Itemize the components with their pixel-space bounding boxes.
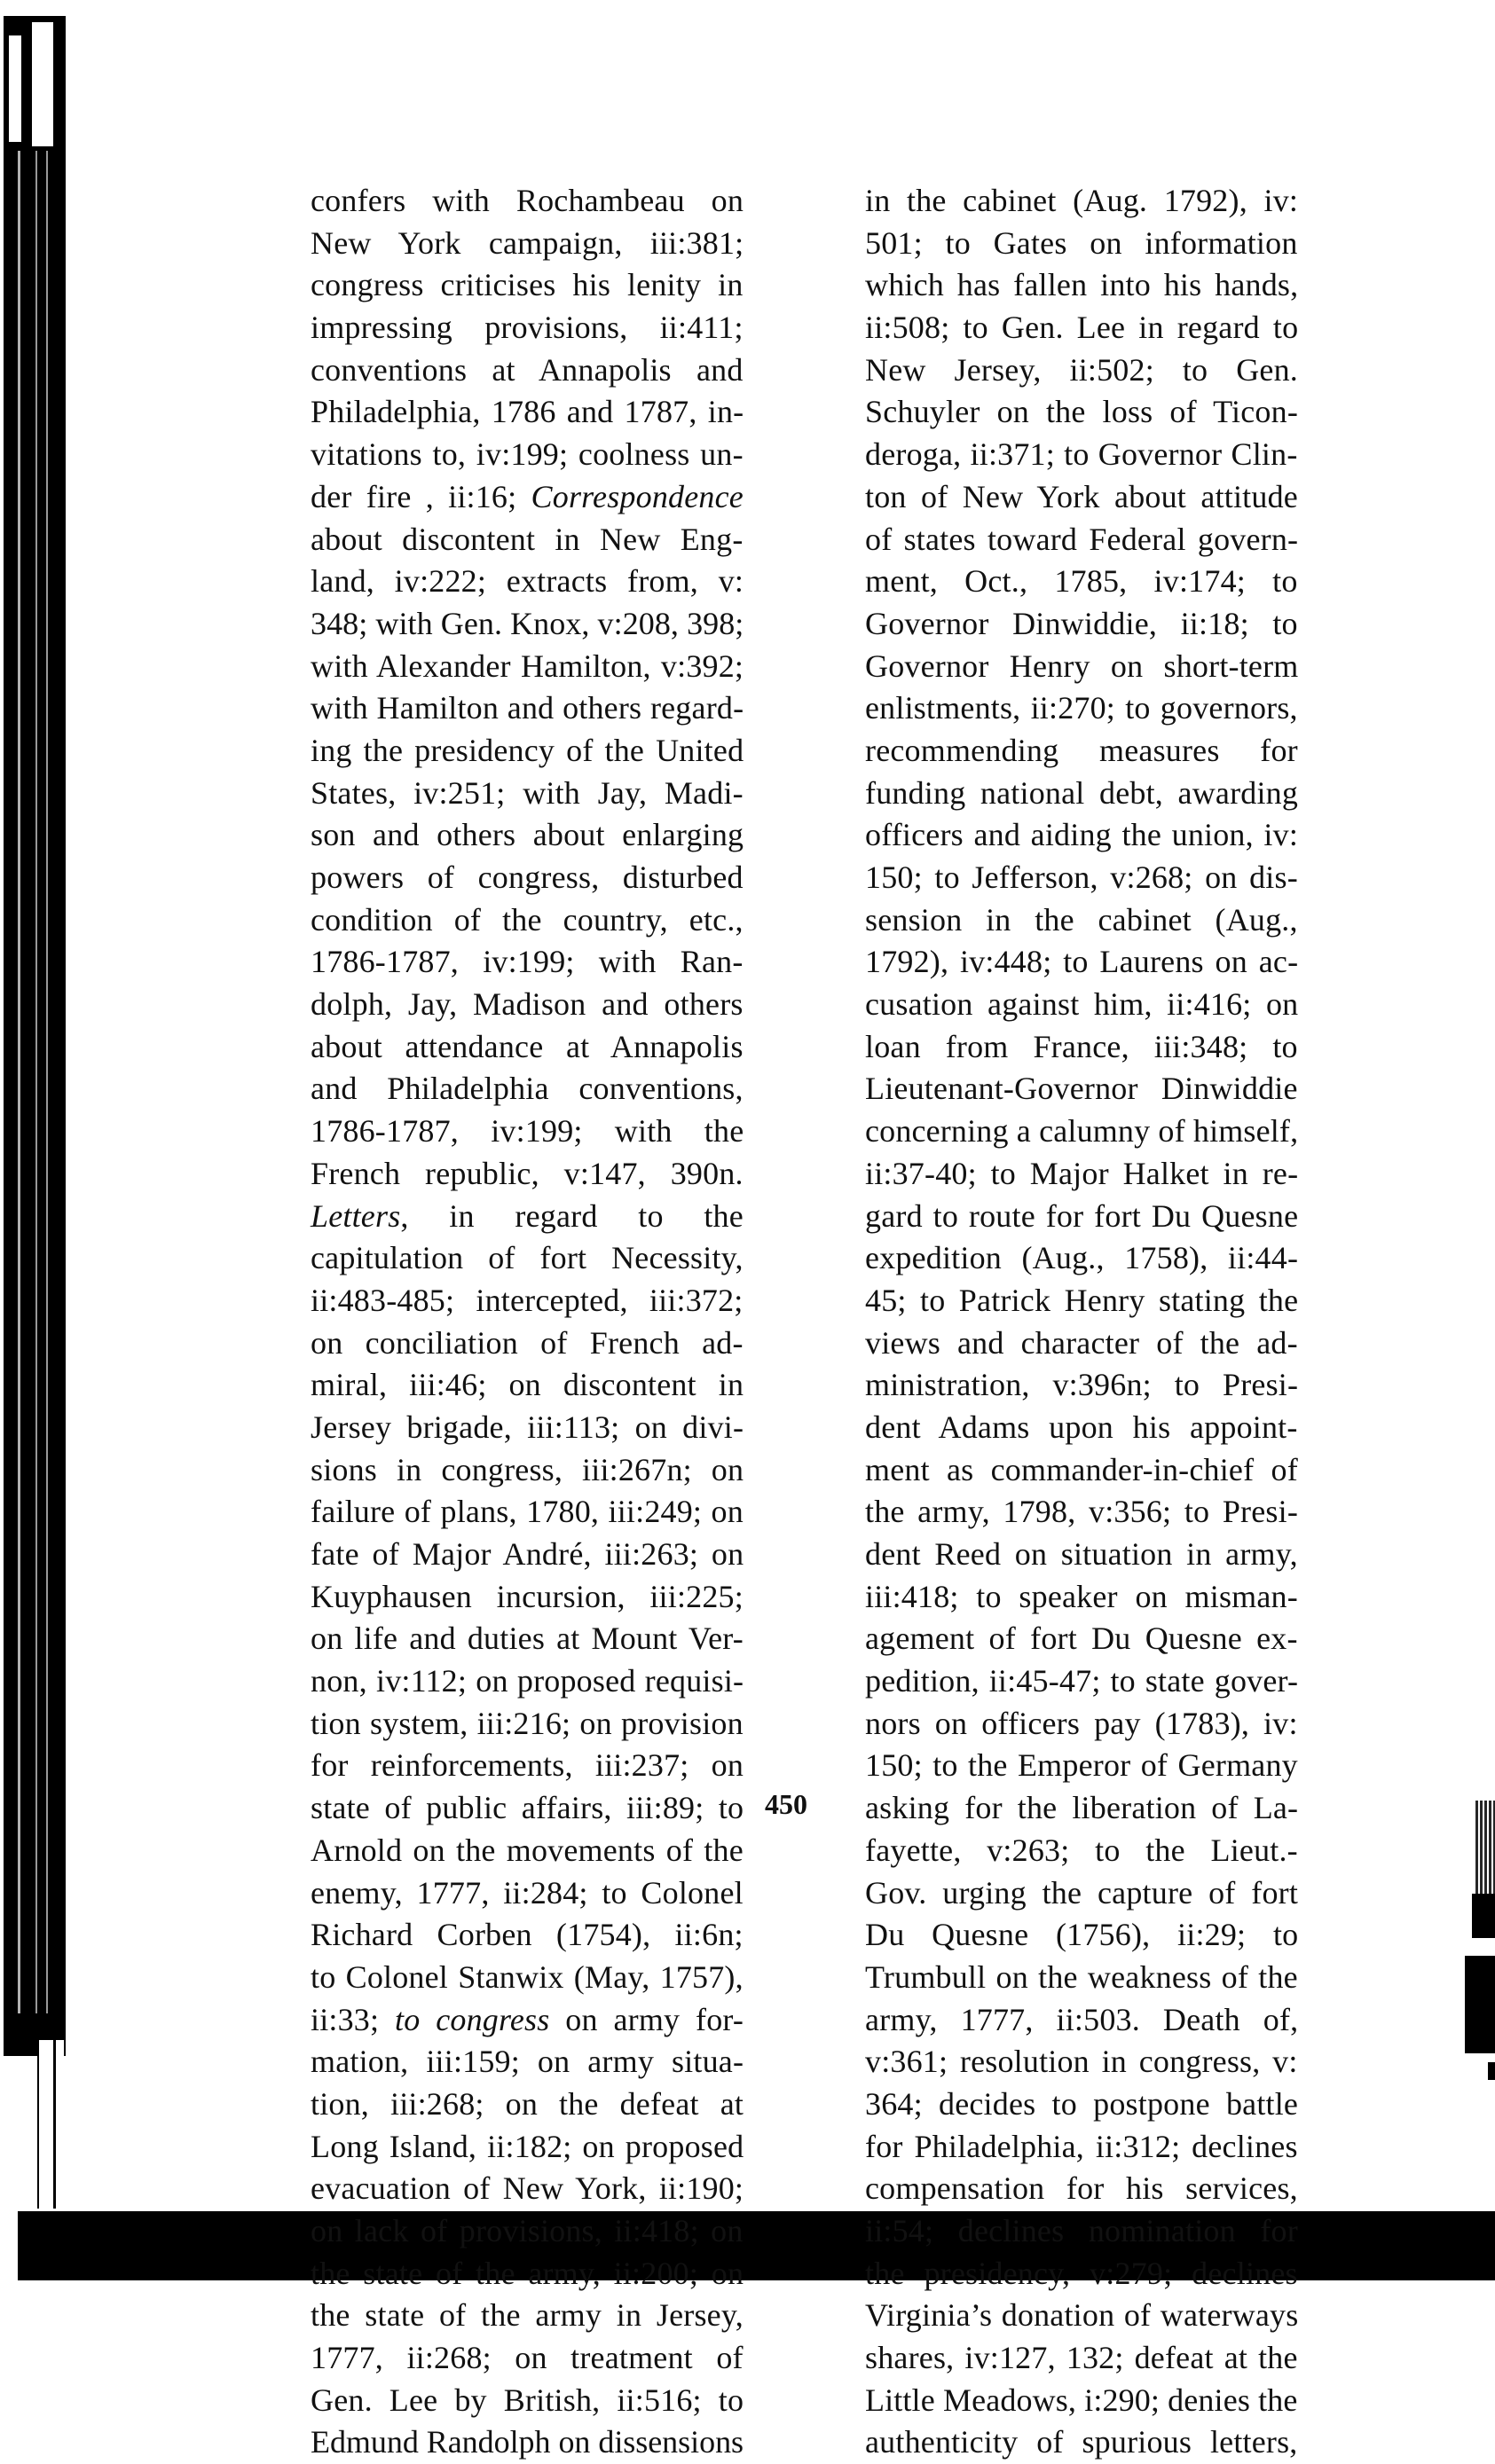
index-line: pedition, ii:45-47; to state gover- — [865, 1663, 1299, 1699]
scan-edge-mark — [1465, 1956, 1495, 2053]
italic-heading: to congress — [395, 2001, 550, 2037]
index-line: fayette, v:263; to the Lieut.- — [865, 1832, 1298, 1868]
index-line: ton of New York about attitude — [865, 478, 1298, 514]
index-line: shares, iv:127, 132; defeat at the — [865, 2340, 1298, 2376]
index-line: fate of Major André, iii:263; on — [311, 1536, 744, 1572]
index-line: ing the presidency of the United — [311, 732, 744, 768]
index-line: the state of the army, ii:200; on — [311, 2255, 744, 2291]
index-line: New York campaign, iii:381; — [311, 224, 744, 261]
index-line: 501; to Gates on information — [865, 224, 1298, 261]
index-column-left — [311, 180, 744, 2464]
page-number: 450 — [765, 1788, 807, 1820]
index-line: army, 1777, ii:503. Death of, — [865, 2001, 1299, 2037]
index-line: ii:483-485; intercepted, iii:372; — [311, 1282, 744, 1318]
italic-heading: Letters — [311, 1197, 401, 1234]
index-line — [311, 476, 744, 519]
index-line: v:361; resolution in congress, v: — [865, 2044, 1298, 2080]
index-line: sions in congress, iii:267n; on — [311, 1451, 744, 1487]
index-line: views and character of the ad- — [865, 1324, 1298, 1361]
line-text: , in regard to the — [400, 1197, 744, 1234]
index-line: ministration, v:396n; to Presi- — [865, 1367, 1299, 1403]
index-line: ii:37-40; to Major Halket in re- — [865, 1155, 1299, 1191]
index-line: 1786-1787, iv:199; with Ran- — [311, 944, 744, 980]
index-line — [311, 1196, 744, 1238]
index-line: 364; decides to postpone battle — [865, 2085, 1299, 2122]
index-line: with Hamilton and others regard- — [311, 690, 744, 726]
line-text: on army for- — [549, 2001, 744, 2037]
index-line: ii:508; to Gen. Lee in regard to — [865, 310, 1299, 346]
index-line: and Philadelphia conventions, — [311, 1071, 744, 1107]
index-line: to Colonel Stanwix (May, 1757), — [311, 1958, 744, 1995]
index-line: vitations to, iv:199; coolness un- — [311, 436, 744, 473]
index-line: Edmund Randolph on dissensions — [311, 2424, 744, 2460]
italic-heading: Correspondence — [531, 478, 744, 514]
index-line: evacuation of New York, ii:190; — [311, 2170, 744, 2207]
index-line: Richard Corben (1754), ii:6n; — [311, 1917, 744, 1953]
index-line: on conciliation of French ad- — [311, 1324, 744, 1361]
index-line: Little Meadows, i:290; denies the — [865, 2382, 1298, 2418]
index-line: Governor Henry on short-term — [865, 647, 1299, 684]
index-line: Du Quesne (1756), ii:29; to — [865, 1917, 1299, 1953]
index-line: iii:418; to speaker on misman- — [865, 1578, 1298, 1614]
index-line: congress criticises his lenity in — [311, 267, 744, 303]
index-line: cusation against him, ii:416; on — [865, 986, 1299, 1023]
index-line: Lieutenant-Governor Dinwiddie — [865, 1071, 1298, 1107]
index-line: the presidency, v:279; declines — [865, 2255, 1298, 2291]
index-line: officers and aiding the union, iv: — [865, 817, 1299, 853]
index-line: about discontent in New Eng- — [311, 521, 744, 557]
index-line: about attendance at Annapolis — [311, 1028, 744, 1064]
index-line: Governor Dinwiddie, ii:18; to — [865, 605, 1298, 641]
index-line: Kuyphausen incursion, iii:225; — [311, 1578, 744, 1614]
index-line: miral, iii:46; on discontent in — [311, 1367, 744, 1403]
book-binding-shadow — [0, 0, 67, 2280]
index-line: French republic, v:147, 390n. — [311, 1155, 744, 1191]
index-line: failure of plans, 1780, iii:249; on — [311, 1494, 744, 1530]
index-line: ii:54; declines nomination for — [865, 2213, 1298, 2248]
index-line: nors on officers pay (1783), iv: — [865, 1705, 1298, 1741]
index-line: ment, Oct., 1785, iv:174; to — [865, 563, 1298, 600]
index-line: compensation for his services, — [865, 2170, 1298, 2207]
index-line: Arnold on the movements of the — [311, 1832, 744, 1868]
index-line: States, iv:251; with Jay, Madi- — [311, 774, 744, 811]
index-column-right — [865, 180, 1298, 2464]
index-line — [311, 1999, 744, 2042]
index-line: son and others about enlarging — [311, 817, 744, 853]
index-line: Gen. Lee by British, ii:516; to — [311, 2382, 744, 2418]
index-line: state of public affairs, iii:89; to — [311, 1790, 744, 1826]
index-line: ment as commander-in-chief of — [865, 1451, 1298, 1487]
line-text: der fire , ii:16; — [311, 478, 531, 514]
index-line: impressing provisions, ii:411; — [311, 310, 744, 346]
index-line: funding national debt, awarding — [865, 774, 1299, 811]
index-line: non, iv:112; on proposed requisi- — [311, 1663, 744, 1699]
index-line: dolph, Jay, Madison and others — [311, 986, 744, 1023]
index-line: Long Island, ii:182; on proposed — [311, 2128, 744, 2164]
index-line: New Jersey, ii:502; to Gen. — [865, 351, 1298, 388]
index-line: 1777, ii:268; on treatment of — [311, 2340, 744, 2376]
index-line: Gov. urging the capture of fort — [865, 1874, 1299, 1911]
index-line: 348; with Gen. Knox, v:208, 398; — [311, 605, 744, 641]
index-line: in the cabinet (Aug. 1792), iv: — [865, 183, 1299, 218]
index-line: 45; to Patrick Henry stating the — [865, 1282, 1299, 1318]
index-line: expedition (Aug., 1758), ii:44- — [865, 1240, 1299, 1276]
index-line: on lack of provisions, ii:418; on — [311, 2213, 744, 2248]
index-line: tion, iii:268; on the defeat at — [311, 2085, 744, 2122]
index-line: recommending measures for — [865, 732, 1298, 768]
index-line: agement of fort Du Quesne ex- — [865, 1620, 1298, 1657]
index-line: with Alexander Hamilton, v:392; — [311, 647, 744, 684]
index-line: tion system, iii:216; on provision — [311, 1705, 744, 1741]
index-line: for reinforcements, iii:237; on — [311, 1747, 744, 1784]
index-line: Philadelphia, 1786 and 1787, in- — [311, 394, 744, 430]
scan-edge-mark — [1475, 1801, 1495, 1898]
index-line: 150; to the Emperor of Germany — [865, 1747, 1298, 1784]
index-line: enlistments, ii:270; to governors, — [865, 690, 1298, 726]
index-line: conventions at Annapolis and — [311, 351, 744, 388]
index-line: concerning a calumny of himself, — [865, 1113, 1299, 1150]
index-line: loan from France, iii:348; to — [865, 1028, 1298, 1064]
index-line: Virginia’s donation of waterways — [865, 2297, 1299, 2334]
index-line: for Philadelphia, ii:312; declines — [865, 2128, 1298, 2164]
line-text: ii:33; — [311, 2001, 396, 2037]
index-line: deroga, ii:371; to Governor Clin- — [865, 436, 1298, 473]
index-line: 1786-1787, iv:199; with the — [311, 1113, 744, 1150]
index-line: enemy, 1777, ii:284; to Colonel — [311, 1874, 744, 1911]
index-line: on life and duties at Mount Ver- — [311, 1620, 744, 1657]
index-line: dent Reed on situation in army, — [865, 1536, 1298, 1572]
index-line: land, iv:222; extracts from, v: — [311, 563, 744, 600]
index-line: mation, iii:159; on army situa- — [311, 2044, 744, 2080]
index-line: 1792), iv:448; to Laurens on ac- — [865, 944, 1299, 980]
index-line: asking for the liberation of La- — [865, 1790, 1299, 1826]
index-line: authenticity of spurious letters, — [865, 2424, 1298, 2460]
index-line: the army, 1798, v:356; to Presi- — [865, 1494, 1299, 1530]
index-line: capitulation of fort Necessity, — [311, 1240, 744, 1276]
index-line: powers of congress, disturbed — [311, 859, 744, 895]
index-line: Trumbull on the weakness of the — [865, 1958, 1298, 1995]
index-line: condition of the country, etc., — [311, 901, 744, 938]
scan-edge-mark — [1472, 1894, 1495, 1938]
index-line: Jersey brigade, iii:113; on divi- — [311, 1409, 744, 1445]
index-line: gard to route for fort Du Quesne — [865, 1197, 1299, 1234]
index-line: confers with Rochambeau on — [311, 183, 744, 218]
index-line: 150; to Jefferson, v:268; on dis- — [865, 859, 1298, 895]
index-line: the state of the army in Jersey, — [311, 2297, 744, 2334]
scan-edge-mark — [1488, 2062, 1495, 2080]
index-line: Schuyler on the loss of Ticon- — [865, 394, 1299, 430]
index-line: of states toward Federal govern- — [865, 521, 1299, 557]
index-line: which has fallen into his hands, — [865, 267, 1299, 303]
index-line: dent Adams upon his appoint- — [865, 1409, 1298, 1445]
index-line: sension in the cabinet (Aug., — [865, 901, 1298, 938]
